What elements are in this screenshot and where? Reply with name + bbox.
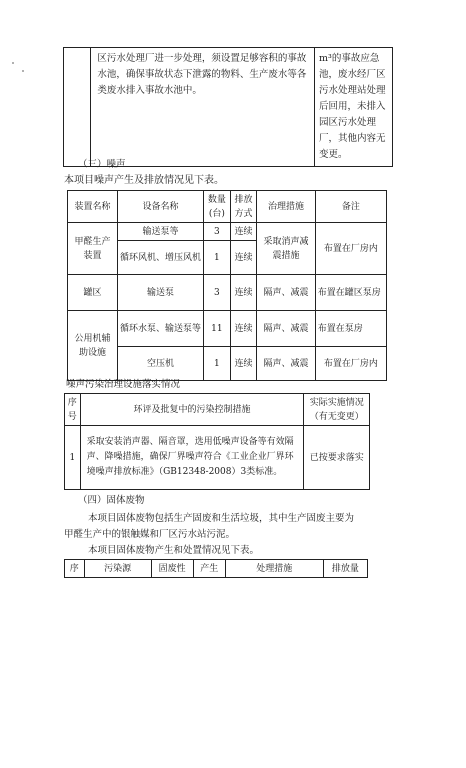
group-cell: 公用机辅助设施 — [68, 311, 118, 381]
header-cell: 备注 — [315, 191, 386, 223]
header-cell: 排放量 — [323, 560, 367, 578]
group-cell: 甲醛生产装置 — [68, 223, 118, 275]
control-measure-cell: 采取安装消声器、隔音罩，选用低噪声设备等有效隔声、降噪措施，确保厂界噪声符合《工业企业厂界环境噪声排放标准》（GB12348-2008）3类标准。 — [80, 426, 304, 490]
noise-intro-text: 本项目噪声产生及排放情况见下表。 — [64, 175, 224, 186]
mode-cell: 连续 — [230, 275, 257, 311]
measure-cell: 隔声、减震 — [257, 311, 315, 347]
mode-cell: 连续 — [230, 241, 257, 275]
device-cell: 空压机 — [117, 347, 203, 381]
row-number-cell: 1 — [65, 426, 81, 490]
header-cell: 序号 — [65, 394, 81, 426]
required-measure-text: 区污水处理厂进一步处理，须设置足够容积的事故水池，确保事故状态下泄露的物料、生产废水等各类废水排入事故水池中。 — [97, 53, 307, 96]
mode-cell: 连续 — [230, 347, 257, 381]
device-cell: 输送泵等 — [117, 223, 203, 241]
header-cell: 产生 — [193, 560, 225, 578]
actual-status-cell: 已按要求落实 — [304, 426, 370, 490]
qty-cell: 11 — [204, 311, 231, 347]
qty-cell: 3 — [204, 275, 231, 311]
header-cell: 数量(台) — [204, 191, 231, 223]
header-cell: 环评及批复中的污染控制措施 — [80, 394, 304, 426]
note-cell: 布置在厂房内 — [315, 223, 386, 275]
note-cell: 布置在罐区泵房 — [315, 275, 386, 311]
required-measure-cell — [91, 48, 315, 167]
solid-waste-para-line1: 本项目固体废物包括生产固废和生活垃圾，其中生产固废主要为 — [88, 513, 355, 524]
solid-waste-table — [64, 559, 368, 578]
measure-cell: 隔声、减震 — [257, 275, 315, 311]
noise-impl-title: 噪声污染治理设施落实情况 — [66, 379, 181, 390]
qty-cell: 1 — [204, 347, 231, 381]
noise-sources-table — [67, 190, 387, 381]
table-left-cell — [64, 48, 91, 167]
mode-cell: 连续 — [230, 223, 257, 241]
noise-implementation-table — [64, 393, 370, 490]
scan-mark — [12, 62, 14, 64]
scan-mark — [22, 70, 24, 72]
qty-cell: 1 — [204, 241, 231, 275]
device-cell: 输送泵 — [117, 275, 203, 311]
header-cell: 排放方式 — [230, 191, 257, 223]
header-cell: 设备名称 — [117, 191, 203, 223]
solid-waste-para-line2: 甲醛生产中的银触媒和厂区污水站污泥。 — [64, 529, 236, 540]
section3-heading: （三）噪声 — [78, 159, 126, 170]
mode-cell: 连续 — [230, 311, 257, 347]
measure-cell: 采取消声减震措施 — [257, 223, 315, 275]
header-cell: 处理措施 — [225, 560, 323, 578]
header-cell: 污染源 — [84, 560, 151, 578]
section4-heading: （四）固体废物 — [78, 495, 145, 506]
header-cell: 固废性 — [151, 560, 193, 578]
actual-measure-text: m³的事故应急池，废水经厂区污水处理站处理后回用，未排入园区污水处理厂，其他内容无变更。 — [319, 53, 386, 160]
header-cell: 治理措施 — [257, 191, 315, 223]
header-cell: 装置名称 — [68, 191, 118, 223]
group-cell: 罐区 — [68, 275, 118, 311]
note-cell: 布置在泵房 — [315, 311, 386, 347]
device-cell: 循环风机、增压风机 — [117, 241, 203, 275]
device-cell: 循环水泵、输送泵等 — [117, 311, 203, 347]
qty-cell: 3 — [204, 223, 231, 241]
header-cell: 实际实施情况（有无变更） — [304, 394, 370, 426]
header-cell: 序 — [65, 560, 85, 578]
solid-waste-para2: 本项目固体废物产生和处置情况见下表。 — [88, 545, 260, 556]
actual-measure-cell — [315, 48, 393, 167]
note-cell: 布置在厂房内 — [315, 347, 386, 381]
emergency-measures-table — [63, 47, 393, 167]
measure-cell: 隔声、减震 — [257, 347, 315, 381]
